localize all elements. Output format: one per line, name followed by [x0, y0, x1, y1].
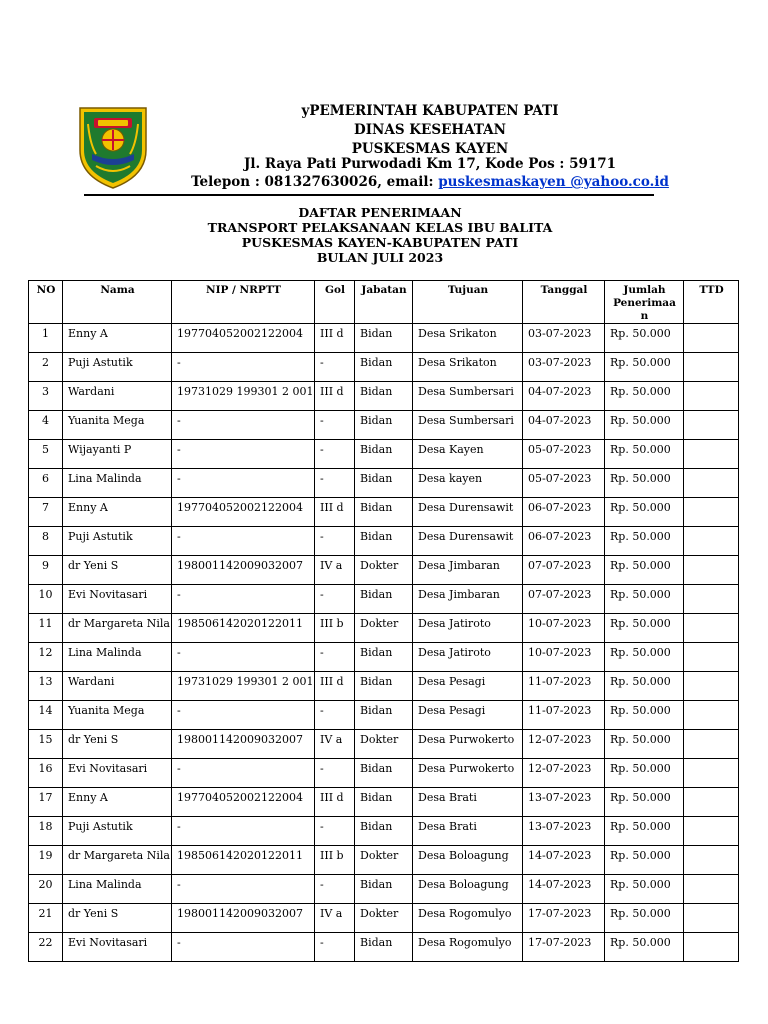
cell-no: 14 [29, 701, 63, 730]
col-header-ttd: TTD [684, 281, 739, 324]
cell-jabatan: Dokter [355, 846, 413, 875]
cell-jumlah: Rp. 50.000 [605, 759, 684, 788]
cell-no: 2 [29, 353, 63, 382]
cell-nama: dr Margareta Nila [63, 614, 172, 643]
cell-jumlah: Rp. 50.000 [605, 933, 684, 962]
cell-no: 12 [29, 643, 63, 672]
header-puskesmas: PUSKESMAS KAYEN [351, 141, 509, 157]
cell-tanggal: 13-07-2023 [523, 817, 605, 846]
cell-jumlah: Rp. 50.000 [605, 353, 684, 382]
cell-nama: Puji Astutik [63, 527, 172, 556]
cell-nip: 19731029 199301 2 001 [172, 672, 315, 701]
cell-ttd [684, 382, 739, 411]
table-row [29, 527, 739, 556]
table-row [29, 672, 739, 701]
cell-jumlah: Rp. 50.000 [605, 817, 684, 846]
cell-jabatan: Bidan [355, 875, 413, 904]
cell-tanggal: 14-07-2023 [523, 875, 605, 904]
cell-tujuan: Desa Jatiroto [413, 614, 523, 643]
table-row [29, 817, 739, 846]
cell-no: 15 [29, 730, 63, 759]
cell-nama: Wijayanti P [63, 440, 172, 469]
cell-jumlah: Rp. 50.000 [605, 411, 684, 440]
emblem-icon [74, 104, 152, 190]
cell-tanggal: 11-07-2023 [523, 701, 605, 730]
cell-tujuan: Desa Purwokerto [413, 730, 523, 759]
cell-jumlah: Rp. 50.000 [605, 643, 684, 672]
header-contact [160, 174, 700, 190]
cell-nama: Evi Novitasari [63, 759, 172, 788]
cell-ttd [684, 672, 739, 701]
cell-ttd [684, 701, 739, 730]
cell-tanggal: 06-07-2023 [523, 498, 605, 527]
cell-tanggal: 04-07-2023 [523, 411, 605, 440]
cell-gol: III b [315, 846, 355, 875]
cell-gol: - [315, 701, 355, 730]
cell-jabatan: Dokter [355, 614, 413, 643]
cell-gol: III d [315, 498, 355, 527]
cell-gol: - [315, 527, 355, 556]
header-agency: DINAS KESEHATAN [354, 122, 506, 138]
cell-jumlah: Rp. 50.000 [605, 556, 684, 585]
cell-jabatan: Dokter [355, 730, 413, 759]
cell-ttd [684, 498, 739, 527]
cell-nip: - [172, 440, 315, 469]
table-row [29, 759, 739, 788]
cell-no: 3 [29, 382, 63, 411]
cell-nip: 197704052002122004 [172, 788, 315, 817]
cell-ttd [684, 875, 739, 904]
cell-ttd [684, 411, 739, 440]
cell-jumlah: Rp. 50.000 [605, 701, 684, 730]
cell-tujuan: Desa Sumbersari [413, 411, 523, 440]
cell-no: 9 [29, 556, 63, 585]
cell-tujuan: Desa Brati [413, 788, 523, 817]
cell-ttd [684, 933, 739, 962]
cell-tujuan: Desa Durensawit [413, 498, 523, 527]
table-row [29, 614, 739, 643]
cell-ttd [684, 904, 739, 933]
cell-tanggal: 05-07-2023 [523, 469, 605, 498]
kabupaten-pati-logo [74, 104, 152, 190]
cell-tujuan: Desa Rogomulyo [413, 933, 523, 962]
cell-nama: Lina Malinda [63, 875, 172, 904]
cell-tujuan: Desa Boloagung [413, 875, 523, 904]
cell-jumlah: Rp. 50.000 [605, 527, 684, 556]
table-row [29, 788, 739, 817]
cell-nama: Puji Astutik [63, 817, 172, 846]
cell-ttd [684, 469, 739, 498]
cell-nama: Lina Malinda [63, 643, 172, 672]
cell-tujuan: Desa Pesagi [413, 701, 523, 730]
cell-nama: Yuanita Mega [63, 701, 172, 730]
cell-ttd [684, 527, 739, 556]
cell-nip: 198506142020122011 [172, 614, 315, 643]
cell-gol: - [315, 353, 355, 382]
cell-nama: Wardani [63, 382, 172, 411]
cell-no: 19 [29, 846, 63, 875]
table-row [29, 556, 739, 585]
cell-gol: - [315, 759, 355, 788]
cell-gol: - [315, 933, 355, 962]
col-header-jabatan: Jabatan [355, 281, 413, 324]
cell-no: 16 [29, 759, 63, 788]
doc-title-3: PUSKESMAS KAYEN-KABUPATEN PATI [241, 235, 519, 250]
cell-no: 11 [29, 614, 63, 643]
header-phone: Telepon : 081327630026, email: [191, 174, 439, 190]
cell-nip: - [172, 643, 315, 672]
table-row [29, 324, 739, 353]
cell-gol: - [315, 585, 355, 614]
cell-jabatan: Bidan [355, 324, 413, 353]
recipient-table [28, 280, 739, 962]
cell-jabatan: Bidan [355, 440, 413, 469]
cell-nama: Lina Malinda [63, 469, 172, 498]
table-row [29, 469, 739, 498]
cell-nama: dr Yeni S [63, 730, 172, 759]
cell-gol: III b [315, 614, 355, 643]
cell-no: 4 [29, 411, 63, 440]
cell-nip: - [172, 933, 315, 962]
cell-gol: III d [315, 382, 355, 411]
cell-ttd [684, 353, 739, 382]
cell-nip: - [172, 701, 315, 730]
cell-tujuan: Desa Brati [413, 817, 523, 846]
cell-jabatan: Bidan [355, 933, 413, 962]
table-row [29, 498, 739, 527]
cell-tanggal: 07-07-2023 [523, 556, 605, 585]
cell-tujuan: Desa Boloagung [413, 846, 523, 875]
col-header-gol: Gol [315, 281, 355, 324]
cell-jumlah: Rp. 50.000 [605, 382, 684, 411]
cell-ttd [684, 585, 739, 614]
table-row [29, 440, 739, 469]
table-row [29, 875, 739, 904]
cell-tujuan: Desa Durensawit [413, 527, 523, 556]
cell-ttd [684, 440, 739, 469]
table-row [29, 701, 739, 730]
cell-gol: - [315, 440, 355, 469]
cell-nama: Evi Novitasari [63, 585, 172, 614]
table-row [29, 643, 739, 672]
cell-tanggal: 12-07-2023 [523, 730, 605, 759]
cell-tanggal: 11-07-2023 [523, 672, 605, 701]
table-row [29, 933, 739, 962]
cell-nip: - [172, 585, 315, 614]
table-row [29, 846, 739, 875]
cell-gol: III d [315, 324, 355, 353]
table-row [29, 411, 739, 440]
doc-title-4: BULAN JULI 2023 [316, 250, 444, 265]
cell-nama: Evi Novitasari [63, 933, 172, 962]
cell-gol: IV a [315, 556, 355, 585]
cell-nip: 198506142020122011 [172, 846, 315, 875]
cell-gol: - [315, 469, 355, 498]
cell-no: 7 [29, 498, 63, 527]
cell-nama: dr Yeni S [63, 556, 172, 585]
cell-tujuan: Desa Jimbaran [413, 556, 523, 585]
cell-nip: 197704052002122004 [172, 498, 315, 527]
cell-gol: - [315, 643, 355, 672]
header-government: yPEMERINTAH KABUPATEN PATI [301, 103, 559, 119]
cell-ttd [684, 788, 739, 817]
cell-jumlah: Rp. 50.000 [605, 730, 684, 759]
cell-tujuan: Desa Kayen [413, 440, 523, 469]
cell-ttd [684, 556, 739, 585]
cell-gol: IV a [315, 904, 355, 933]
cell-jumlah: Rp. 50.000 [605, 788, 684, 817]
cell-nip: 198001142009032007 [172, 556, 315, 585]
cell-gol: IV a [315, 730, 355, 759]
col-header-tujuan: Tujuan [413, 281, 523, 324]
col-header-nip: NIP / NRPTT [172, 281, 315, 324]
cell-tanggal: 06-07-2023 [523, 527, 605, 556]
cell-jumlah: Rp. 50.000 [605, 498, 684, 527]
cell-jabatan: Bidan [355, 353, 413, 382]
table-row [29, 382, 739, 411]
cell-nip: 198001142009032007 [172, 904, 315, 933]
cell-nip: - [172, 875, 315, 904]
cell-ttd [684, 759, 739, 788]
cell-no: 17 [29, 788, 63, 817]
cell-no: 6 [29, 469, 63, 498]
cell-tanggal: 17-07-2023 [523, 933, 605, 962]
cell-tujuan: Desa Jatiroto [413, 643, 523, 672]
cell-tanggal: 17-07-2023 [523, 904, 605, 933]
col-header-jumlah: Jumlah Penerimaa n [605, 281, 684, 324]
cell-nama: Enny A [63, 788, 172, 817]
cell-jabatan: Bidan [355, 788, 413, 817]
cell-jumlah: Rp. 50.000 [605, 440, 684, 469]
col-header-tanggal: Tanggal [523, 281, 605, 324]
cell-nama: Wardani [63, 672, 172, 701]
cell-nip: - [172, 411, 315, 440]
cell-tanggal: 12-07-2023 [523, 759, 605, 788]
header-address: Jl. Raya Pati Purwodadi Km 17, Kode Pos : 59171 [243, 156, 617, 172]
cell-nip: 19731029 199301 2 001 [172, 382, 315, 411]
cell-nama: Enny A [63, 324, 172, 353]
cell-jabatan: Bidan [355, 527, 413, 556]
cell-nip: - [172, 759, 315, 788]
col-header-nama: Nama [63, 281, 172, 324]
cell-gol: III d [315, 788, 355, 817]
cell-no: 20 [29, 875, 63, 904]
table-row [29, 353, 739, 382]
cell-tujuan: Desa Srikaton [413, 324, 523, 353]
table-row [29, 904, 739, 933]
cell-tanggal: 10-07-2023 [523, 643, 605, 672]
cell-jabatan: Bidan [355, 585, 413, 614]
cell-jabatan: Dokter [355, 556, 413, 585]
cell-tujuan: Desa Purwokerto [413, 759, 523, 788]
cell-jumlah: Rp. 50.000 [605, 469, 684, 498]
email-link[interactable]: puskesmaskayen @yahoo.co.id [438, 174, 669, 190]
cell-no: 21 [29, 904, 63, 933]
cell-tujuan: Desa Srikaton [413, 353, 523, 382]
cell-nama: dr Margareta Nila [63, 846, 172, 875]
cell-ttd [684, 730, 739, 759]
cell-gol: - [315, 817, 355, 846]
cell-jumlah: Rp. 50.000 [605, 846, 684, 875]
table-row [29, 730, 739, 759]
cell-nip: - [172, 817, 315, 846]
cell-tanggal: 03-07-2023 [523, 324, 605, 353]
cell-tanggal: 05-07-2023 [523, 440, 605, 469]
cell-jabatan: Bidan [355, 817, 413, 846]
cell-tanggal: 10-07-2023 [523, 614, 605, 643]
cell-nama: Yuanita Mega [63, 411, 172, 440]
cell-gol: - [315, 411, 355, 440]
cell-ttd [684, 846, 739, 875]
cell-jabatan: Bidan [355, 382, 413, 411]
cell-gol: - [315, 875, 355, 904]
cell-gol: III d [315, 672, 355, 701]
cell-no: 13 [29, 672, 63, 701]
col-header-no: NO [29, 281, 63, 324]
cell-nip: 198001142009032007 [172, 730, 315, 759]
table-header-row [29, 281, 739, 324]
cell-tujuan: Desa Rogomulyo [413, 904, 523, 933]
cell-ttd [684, 643, 739, 672]
header-divider [84, 194, 654, 196]
cell-jumlah: Rp. 50.000 [605, 875, 684, 904]
cell-tanggal: 04-07-2023 [523, 382, 605, 411]
cell-nama: Puji Astutik [63, 353, 172, 382]
cell-jabatan: Bidan [355, 498, 413, 527]
cell-nip: - [172, 469, 315, 498]
cell-jabatan: Bidan [355, 469, 413, 498]
cell-jabatan: Bidan [355, 411, 413, 440]
cell-no: 10 [29, 585, 63, 614]
cell-tanggal: 07-07-2023 [523, 585, 605, 614]
cell-no: 8 [29, 527, 63, 556]
cell-jumlah: Rp. 50.000 [605, 324, 684, 353]
cell-jabatan: Bidan [355, 643, 413, 672]
doc-title-1: DAFTAR PENERIMAAN [298, 205, 462, 220]
cell-no: 5 [29, 440, 63, 469]
table-row [29, 585, 739, 614]
cell-jabatan: Bidan [355, 701, 413, 730]
cell-ttd [684, 324, 739, 353]
cell-nama: Enny A [63, 498, 172, 527]
cell-tujuan: Desa Pesagi [413, 672, 523, 701]
cell-nama: dr Yeni S [63, 904, 172, 933]
cell-jumlah: Rp. 50.000 [605, 614, 684, 643]
cell-tanggal: 13-07-2023 [523, 788, 605, 817]
cell-tujuan: Desa Jimbaran [413, 585, 523, 614]
cell-ttd [684, 614, 739, 643]
cell-jumlah: Rp. 50.000 [605, 904, 684, 933]
cell-tanggal: 03-07-2023 [523, 353, 605, 382]
cell-nip: - [172, 353, 315, 382]
cell-jabatan: Bidan [355, 759, 413, 788]
cell-no: 22 [29, 933, 63, 962]
cell-jumlah: Rp. 50.000 [605, 672, 684, 701]
doc-title-2: TRANSPORT PELAKSANAAN KELAS IBU BALITA [207, 220, 553, 235]
cell-tujuan: Desa Sumbersari [413, 382, 523, 411]
cell-no: 18 [29, 817, 63, 846]
cell-no: 1 [29, 324, 63, 353]
cell-nip: 197704052002122004 [172, 324, 315, 353]
cell-ttd [684, 817, 739, 846]
cell-nip: - [172, 527, 315, 556]
cell-jabatan: Dokter [355, 904, 413, 933]
cell-tanggal: 14-07-2023 [523, 846, 605, 875]
cell-jumlah: Rp. 50.000 [605, 585, 684, 614]
cell-jabatan: Bidan [355, 672, 413, 701]
cell-tujuan: Desa kayen [413, 469, 523, 498]
